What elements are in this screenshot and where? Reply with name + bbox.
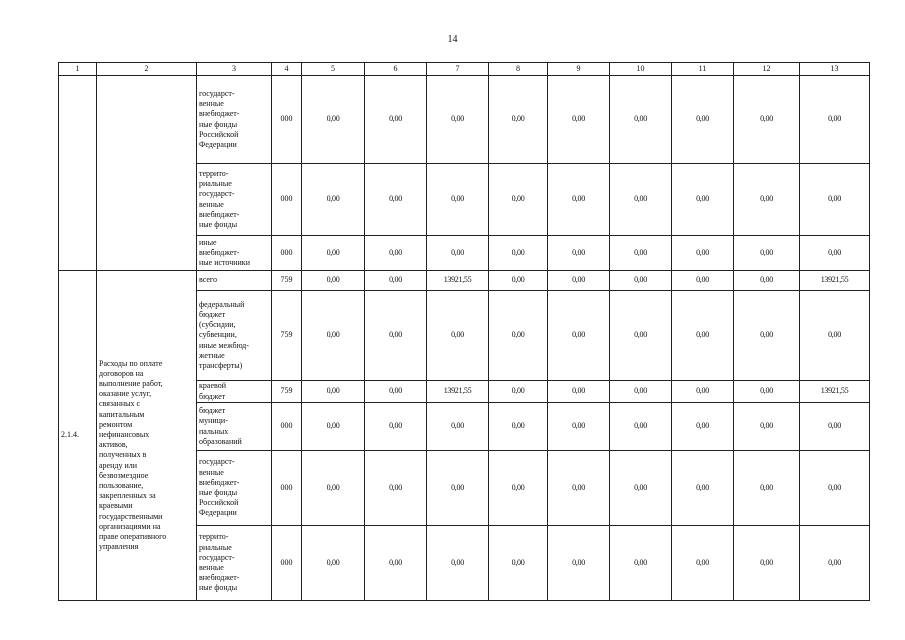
value-cell-col-11: 0,00 xyxy=(672,526,734,601)
code-cell: 000 xyxy=(272,76,302,164)
value-cell-col-6: 0,00 xyxy=(365,291,427,381)
value-cell-col-12: 0,00 xyxy=(734,164,800,236)
value-cell-col-13: 0,00 xyxy=(800,291,870,381)
value-cell-col-10: 0,00 xyxy=(610,381,672,403)
value-cell-col-9: 0,00 xyxy=(548,291,610,381)
value-cell-col-7: 0,00 xyxy=(427,291,489,381)
value-cell-col-13: 13921,55 xyxy=(800,381,870,403)
value-cell-col-12: 0,00 xyxy=(734,236,800,271)
value-cell-col-12: 0,00 xyxy=(734,403,800,451)
value-cell-col-9: 0,00 xyxy=(548,451,610,526)
column-header-13: 13 xyxy=(800,63,870,76)
value-cell-col-11: 0,00 xyxy=(672,164,734,236)
value-cell-col-11: 0,00 xyxy=(672,381,734,403)
code-cell: 000 xyxy=(272,236,302,271)
value-cell-col-5: 0,00 xyxy=(302,526,365,601)
value-cell-col-10: 0,00 xyxy=(610,236,672,271)
code-cell: 000 xyxy=(272,451,302,526)
value-cell-col-8: 0,00 xyxy=(489,381,548,403)
column-header-3: 3 xyxy=(197,63,272,76)
value-cell-col-10: 0,00 xyxy=(610,291,672,381)
value-cell-col-10: 0,00 xyxy=(610,451,672,526)
value-cell-col-7: 0,00 xyxy=(427,76,489,164)
value-cell-col-8: 0,00 xyxy=(489,76,548,164)
value-cell-col-5: 0,00 xyxy=(302,76,365,164)
value-cell-col-13: 0,00 xyxy=(800,164,870,236)
value-cell-col-9: 0,00 xyxy=(548,164,610,236)
value-cell-col-6: 0,00 xyxy=(365,76,427,164)
value-cell-col-9: 0,00 xyxy=(548,381,610,403)
value-cell-col-13: 0,00 xyxy=(800,76,870,164)
value-cell-col-7: 0,00 xyxy=(427,403,489,451)
value-cell-col-6: 0,00 xyxy=(365,526,427,601)
value-cell-col-8: 0,00 xyxy=(489,403,548,451)
value-cell-col-11: 0,00 xyxy=(672,271,734,291)
value-cell-col-8: 0,00 xyxy=(489,451,548,526)
value-cell-col-12: 0,00 xyxy=(734,526,800,601)
table-body xyxy=(59,76,870,601)
value-cell-col-9: 0,00 xyxy=(548,526,610,601)
value-cell-col-6: 0,00 xyxy=(365,451,427,526)
column-header-6: 6 xyxy=(365,63,427,76)
value-cell-col-5: 0,00 xyxy=(302,381,365,403)
value-cell-col-12: 0,00 xyxy=(734,76,800,164)
value-cell-col-12: 0,00 xyxy=(734,291,800,381)
index-cell xyxy=(59,76,97,271)
code-cell: 000 xyxy=(272,164,302,236)
value-cell-col-8: 0,00 xyxy=(489,291,548,381)
value-cell-col-5: 0,00 xyxy=(302,403,365,451)
funding-source-cell: террито- риальные государст- венные внебюджет- ные фонды xyxy=(197,164,272,236)
funding-source-cell: бюджет муници- пальных образований xyxy=(197,403,272,451)
value-cell-col-12: 0,00 xyxy=(734,451,800,526)
value-cell-col-8: 0,00 xyxy=(489,164,548,236)
code-cell: 759 xyxy=(272,271,302,291)
value-cell-col-6: 0,00 xyxy=(365,164,427,236)
value-cell-col-10: 0,00 xyxy=(610,164,672,236)
value-cell-col-10: 0,00 xyxy=(610,526,672,601)
column-header-10: 10 xyxy=(610,63,672,76)
value-cell-col-8: 0,00 xyxy=(489,271,548,291)
column-header-8: 8 xyxy=(489,63,548,76)
value-cell-col-5: 0,00 xyxy=(302,236,365,271)
value-cell-col-5: 0,00 xyxy=(302,291,365,381)
value-cell-col-9: 0,00 xyxy=(548,271,610,291)
funding-source-cell: государст- венные внебюджет- ные фонды Российской Федерации xyxy=(197,451,272,526)
code-cell: 759 xyxy=(272,291,302,381)
value-cell-col-7: 0,00 xyxy=(427,236,489,271)
table-row xyxy=(59,271,870,291)
value-cell-col-7: 0,00 xyxy=(427,526,489,601)
value-cell-col-6: 0,00 xyxy=(365,403,427,451)
value-cell-col-11: 0,00 xyxy=(672,76,734,164)
value-cell-col-7: 0,00 xyxy=(427,451,489,526)
budget-table xyxy=(58,62,870,601)
value-cell-col-6: 0,00 xyxy=(365,271,427,291)
column-header-12: 12 xyxy=(734,63,800,76)
value-cell-col-9: 0,00 xyxy=(548,236,610,271)
column-header-9: 9 xyxy=(548,63,610,76)
value-cell-col-10: 0,00 xyxy=(610,76,672,164)
value-cell-col-11: 0,00 xyxy=(672,236,734,271)
value-cell-col-11: 0,00 xyxy=(672,451,734,526)
funding-source-cell: иные внебюджет- ные источники xyxy=(197,236,272,271)
value-cell-col-7: 0,00 xyxy=(427,164,489,236)
value-cell-col-11: 0,00 xyxy=(672,403,734,451)
value-cell-col-13: 0,00 xyxy=(800,403,870,451)
column-header-1: 1 xyxy=(59,63,97,76)
value-cell-col-13: 0,00 xyxy=(800,526,870,601)
value-cell-col-9: 0,00 xyxy=(548,76,610,164)
value-cell-col-5: 0,00 xyxy=(302,164,365,236)
funding-source-cell: государст- венные внебюджет- ные фонды Российской Федерации xyxy=(197,76,272,164)
value-cell-col-13: 13921,55 xyxy=(800,271,870,291)
value-cell-col-12: 0,00 xyxy=(734,271,800,291)
value-cell-col-11: 0,00 xyxy=(672,291,734,381)
value-cell-col-6: 0,00 xyxy=(365,236,427,271)
value-cell-col-13: 0,00 xyxy=(800,451,870,526)
value-cell-col-5: 0,00 xyxy=(302,271,365,291)
column-header-5: 5 xyxy=(302,63,365,76)
funding-source-cell: террито- риальные государст- венные внебюджет- ные фонды xyxy=(197,526,272,601)
column-header-4: 4 xyxy=(272,63,302,76)
value-cell-col-5: 0,00 xyxy=(302,451,365,526)
column-header-2: 2 xyxy=(97,63,197,76)
code-cell: 759 xyxy=(272,381,302,403)
value-cell-col-12: 0,00 xyxy=(734,381,800,403)
code-cell: 000 xyxy=(272,403,302,451)
funding-source-cell: всего xyxy=(197,271,272,291)
value-cell-col-8: 0,00 xyxy=(489,526,548,601)
index-cell: 2.1.4. xyxy=(59,271,97,601)
value-cell-col-7: 13921,55 xyxy=(427,381,489,403)
table-row xyxy=(59,76,870,164)
value-cell-col-10: 0,00 xyxy=(610,271,672,291)
value-cell-col-7: 13921,55 xyxy=(427,271,489,291)
description-cell xyxy=(97,76,197,271)
value-cell-col-13: 0,00 xyxy=(800,236,870,271)
value-cell-col-6: 0,00 xyxy=(365,381,427,403)
funding-source-cell: краевой бюджет xyxy=(197,381,272,403)
code-cell: 000 xyxy=(272,526,302,601)
page-number: 14 xyxy=(447,34,458,45)
funding-source-cell: федеральный бюджет (субсидии, субвенции, иные межбюд- жетные трансферты) xyxy=(197,291,272,381)
value-cell-col-10: 0,00 xyxy=(610,403,672,451)
column-header-7: 7 xyxy=(427,63,489,76)
value-cell-col-9: 0,00 xyxy=(548,403,610,451)
header-row xyxy=(59,63,870,76)
column-header-11: 11 xyxy=(672,63,734,76)
description-cell: Расходы по оплате договоров на выполнение работ, оказание услуг, связанных с капитальным ремонтом нефинансовых активов, полученных в аренду или безвозмездное пользование, закрепленных за краевыми государственными организациями на праве оперативного управления xyxy=(97,271,197,601)
value-cell-col-8: 0,00 xyxy=(489,236,548,271)
